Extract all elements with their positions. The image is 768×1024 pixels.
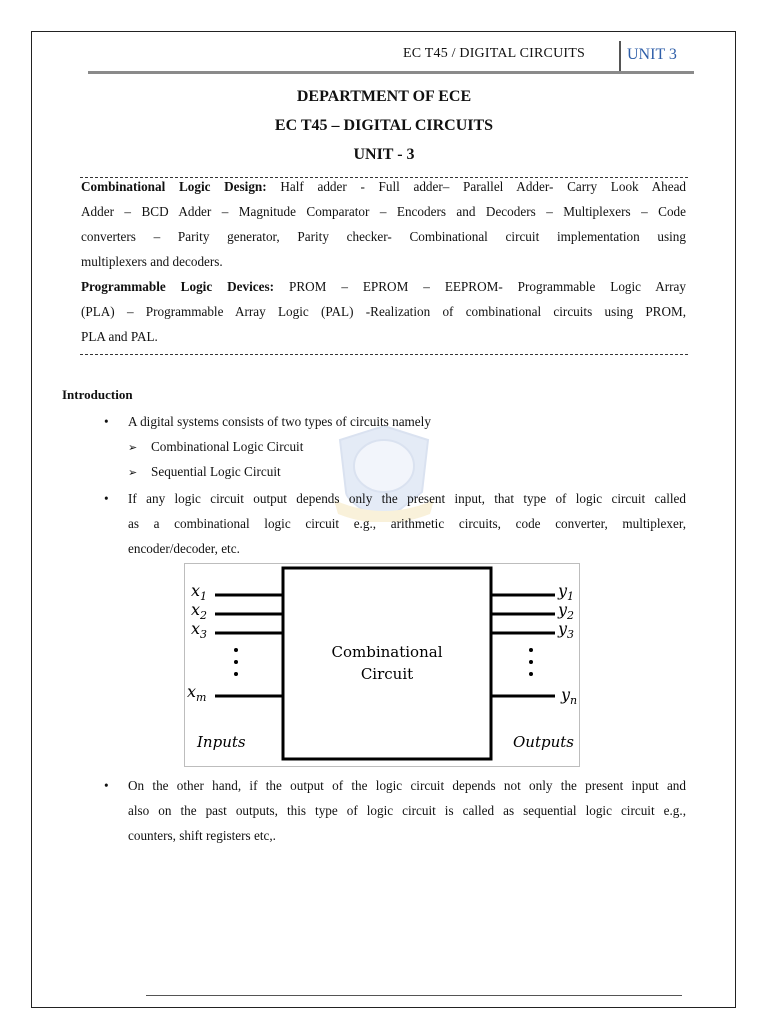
- sub-list-item: [128, 459, 281, 485]
- syllabus-combinational: [81, 174, 686, 274]
- block-label-line1: Combinational: [331, 643, 443, 661]
- inputs-label: Inputs: [197, 733, 246, 751]
- introduction-heading: Introduction: [62, 387, 133, 402]
- bullet-line: On the other hand, if the output of the logic circuit depends not only the present input and: [128, 778, 686, 793]
- sub-list-item: [128, 434, 303, 460]
- combinational-heading: Combinational Logic Design:: [81, 179, 267, 194]
- ellipsis-dot: [234, 672, 238, 676]
- sub-item-text: Combinational Logic Circuit: [151, 439, 304, 454]
- syllabus-bottom-divider: [80, 354, 688, 355]
- circuit-block-diagram: [185, 564, 579, 766]
- ellipsis-dot: [529, 648, 533, 652]
- course-title: EC T45 – DIGITAL CIRCUITS: [274, 117, 494, 134]
- arrow-bullet-icon: ➢: [128, 466, 138, 479]
- ellipsis-dot: [529, 660, 533, 664]
- input-var-label: $x_2$: [191, 600, 208, 622]
- bullet-line: encoder/decoder, etc.: [128, 541, 240, 556]
- bullet-dot-icon: •: [104, 491, 109, 506]
- bullet-line: counters, shift registers etc,.: [128, 828, 276, 843]
- combinational-line: Half adder - Full adder– Parallel Adder- Carry Look Ahead: [280, 179, 687, 194]
- bullet-line: as a combinational logic circuit e.g., arithmetic circuits, code converter, multiplexer,: [128, 516, 686, 531]
- footer-rule: [146, 995, 682, 996]
- department-title: DEPARTMENT OF ECE: [296, 88, 472, 105]
- outputs-label: Outputs: [513, 733, 574, 751]
- ellipsis-dot: [529, 672, 533, 676]
- header-separator: [619, 41, 621, 71]
- output-var-label: $y_3$: [558, 619, 575, 641]
- input-var-label: $x_3$: [191, 619, 208, 641]
- combinational-line: multiplexers and decoders.: [81, 254, 223, 269]
- block-label-line2: Circuit: [360, 665, 414, 683]
- circuit-block: [283, 568, 491, 759]
- input-var-label: $x_1$: [191, 581, 208, 603]
- running-header-unit: UNIT 3: [627, 46, 677, 63]
- bullet-dot-icon: •: [104, 778, 109, 793]
- output-var-label: $y_n$: [561, 685, 578, 707]
- bullet-line: If any logic circuit output depends only the present input, that type of logic circuit called: [128, 491, 686, 506]
- ellipsis-dot: [234, 660, 238, 664]
- running-header-course: EC T45 / DIGITAL CIRCUITS: [403, 46, 585, 61]
- combinational-line: Adder – BCD Adder – Magnitude Comparator – Encoders and Decoders – Multiplexers – Code: [81, 204, 686, 219]
- output-var-label: $y_2$: [558, 600, 575, 622]
- ellipsis-dot: [234, 648, 238, 652]
- output-var-label: $y_1$: [558, 581, 575, 603]
- programmable-heading: Programmable Logic Devices:: [81, 279, 275, 294]
- programmable-line: PLA and PAL.: [81, 329, 158, 344]
- bullet-item: [104, 486, 686, 561]
- bullet-text: A digital systems consists of two types of circuits namely: [128, 414, 431, 429]
- programmable-line: PROM – EPROM – EEPROM- Programmable Logic Array: [288, 279, 687, 294]
- unit-title: UNIT - 3: [353, 146, 415, 163]
- bullet-line: also on the past outputs, this type of logic circuit is called as sequential logic circuit e.g.,: [128, 803, 686, 818]
- combinational-circuit-diagram: [184, 563, 580, 767]
- bullet-dot-icon: •: [104, 414, 109, 429]
- programmable-line: (PLA) – Programmable Array Logic (PAL) -Realization of combinational circuits using PROM,: [81, 304, 686, 319]
- sub-item-text: Sequential Logic Circuit: [151, 464, 281, 479]
- header-rule: [88, 71, 694, 74]
- combinational-line: converters – Parity generator, Parity checker- Combinational circuit implementation using: [81, 229, 686, 244]
- input-var-label: $x_m$: [187, 682, 207, 704]
- arrow-bullet-icon: ➢: [128, 441, 138, 454]
- bullet-item: [104, 773, 686, 848]
- syllabus-programmable: [81, 274, 686, 349]
